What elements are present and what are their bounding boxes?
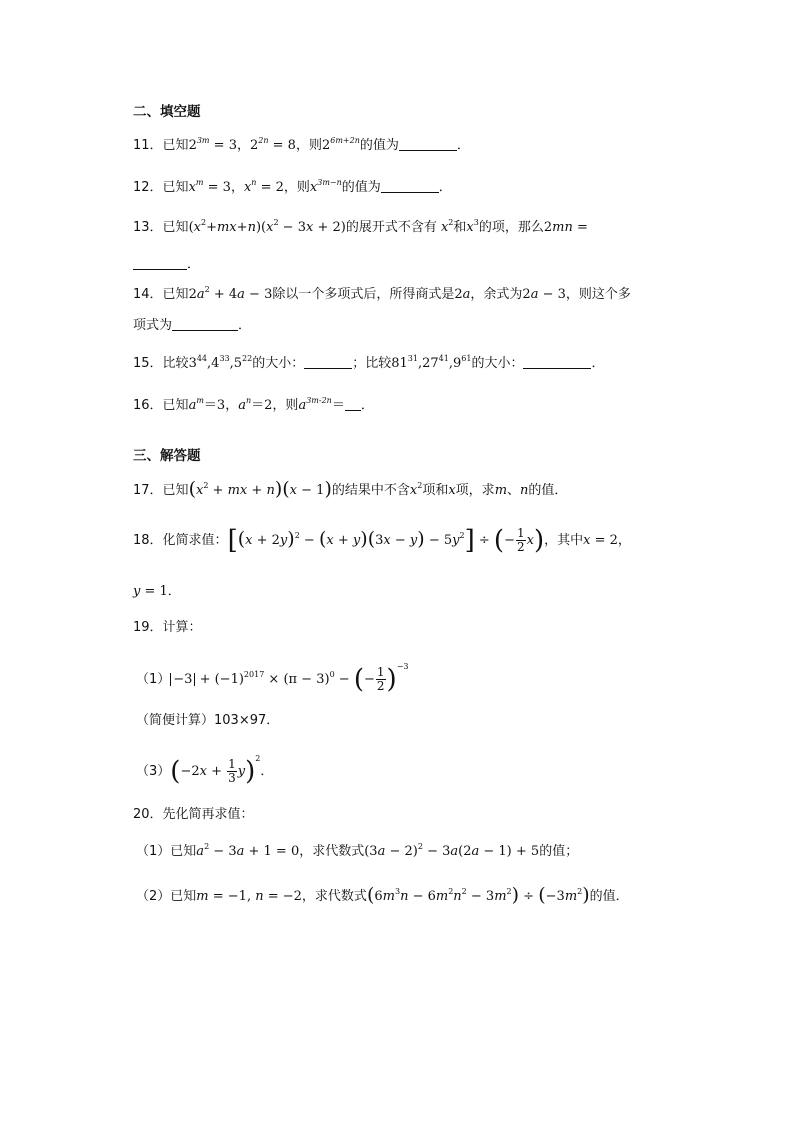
- question-20-part-1: （1）已知$a^2 - 3a + 1 = 0$，求代数式$(3a - 2)^2 - 3a(2a - 1) + 5$的值；: [136, 842, 579, 859]
- question-18: 18．化简求值：$[(x + 2y)^2 - (x + y)(3x - y) - 5y^2]$ ÷ (− $\frac{1}{2}$ x)，其中x = 2，: [133, 525, 631, 556]
- question-13: 13．已知$(x^2+mx+n)(x^2 - 3x + 2)$的展开式不含有 $x^2$和$x^3$的项，那么2mn =: [133, 218, 588, 235]
- section-answer-title: 三、解答题: [133, 448, 201, 464]
- question-14-cont: 项式为 ．: [133, 318, 252, 333]
- answer-blank[interactable]: [345, 398, 361, 411]
- question-20-part-2: （2）已知m = −1, n = −2，求代数式$(6m^3n - 6m^2n^2 - 3m^2) \div (-3m^2)$的值．: [136, 884, 629, 906]
- question-20: 20．先化简再求值：: [133, 807, 254, 822]
- question-18-cont: y = 1．: [133, 584, 181, 599]
- answer-blank[interactable]: [133, 257, 187, 270]
- answer-blank[interactable]: [381, 180, 439, 193]
- question-11: 11．已知$2^{3m} = 3$，$2^{2n} = 8$，则$2^{6m+2n}$的值为 ．: [133, 136, 470, 153]
- question-19-part-2: （简便计算）103×97．: [136, 713, 280, 728]
- question-19-part-3: （3）(−2x + $\frac{1}{3}$ y)$^2$．: [136, 754, 274, 787]
- answer-blank[interactable]: [172, 318, 238, 331]
- question-14: 14．已知$2a^2 + 4a - 3$除以一个多项式后，所得商式是2a，余式为2a − 3，则这个多: [133, 285, 631, 302]
- answer-blank[interactable]: [399, 138, 457, 151]
- answer-blank[interactable]: [523, 356, 591, 369]
- question-17: 17．已知($x^2$ + mx + n)(x − 1)的结果中不含$x^2$项和x项，求m、n的值．: [133, 478, 568, 500]
- answer-blank[interactable]: [304, 356, 352, 369]
- question-16: 16．已知$a^m=3$，$a^n=2$，则$a^{3m-2n}=$ ．: [133, 396, 374, 413]
- question-12: 12．已知$x^m = 3$，$x^n = 2$，则$x^{3m-n}$的值为 ．: [133, 178, 452, 195]
- question-15: 15．比较$3^{44},4^{33},5^{22}$的大小： ；比较$81^{31},27^{41},9^{61}$的大小： ．: [133, 354, 605, 371]
- question-13-answer: ．: [133, 257, 200, 271]
- section-fill-in-title: 二、填空题: [133, 104, 201, 120]
- question-19-part-1: $(1) -3 + (-1)^{2017} \times (\pi - 3)^0$ − (− $\frac{1}{2}$ )$^{-3}$: [136, 662, 409, 695]
- question-19: 19．计算：: [133, 620, 202, 635]
